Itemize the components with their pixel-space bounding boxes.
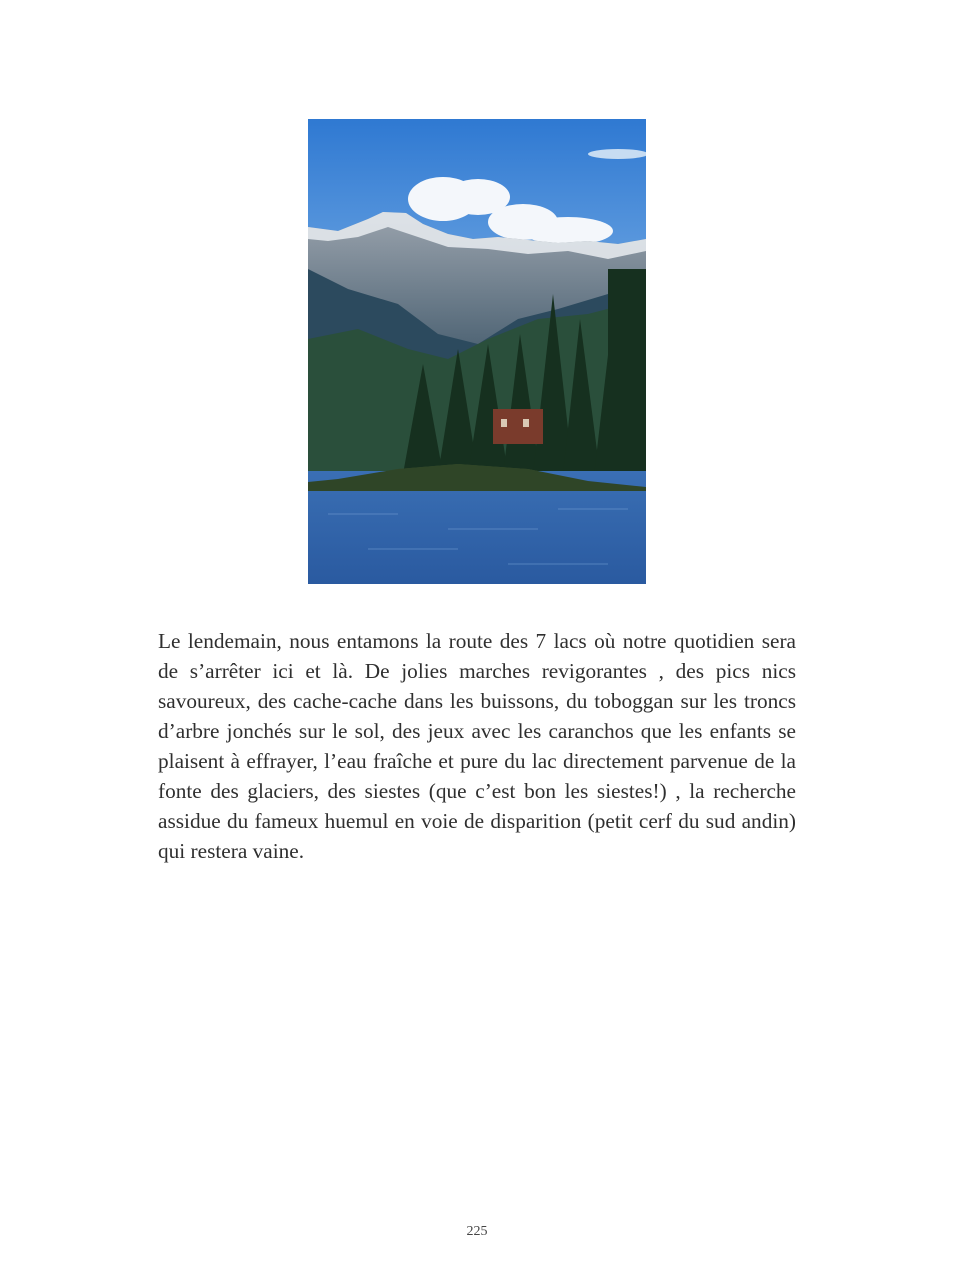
body-paragraph: Le lendemain, nous entamons la route des 7 lacs où notre quotidien sera de s’arrêter ici et là. De jolies marches revigorantes , des pics nics savoureux, des cache-cache dans les buissons, du toboggan sur les troncs d’arbre jonchés sur le sol, des jeux avec les caranchos que les enfants se plaisent à effrayer, l’eau fraîche et pure du lac directement parvenue de la fonte des glaciers, des siestes (que c’est bon les siestes!) , la recherche assidue du fameux huemul en voie de disparition (petit cerf du sud andin) qui restera vaine. <box>158 629 796 863</box>
page-number: 225 <box>466 1224 488 1239</box>
lake-mountain-illustration <box>308 119 646 584</box>
lake-mountain-photo <box>308 119 646 584</box>
house <box>493 409 543 444</box>
